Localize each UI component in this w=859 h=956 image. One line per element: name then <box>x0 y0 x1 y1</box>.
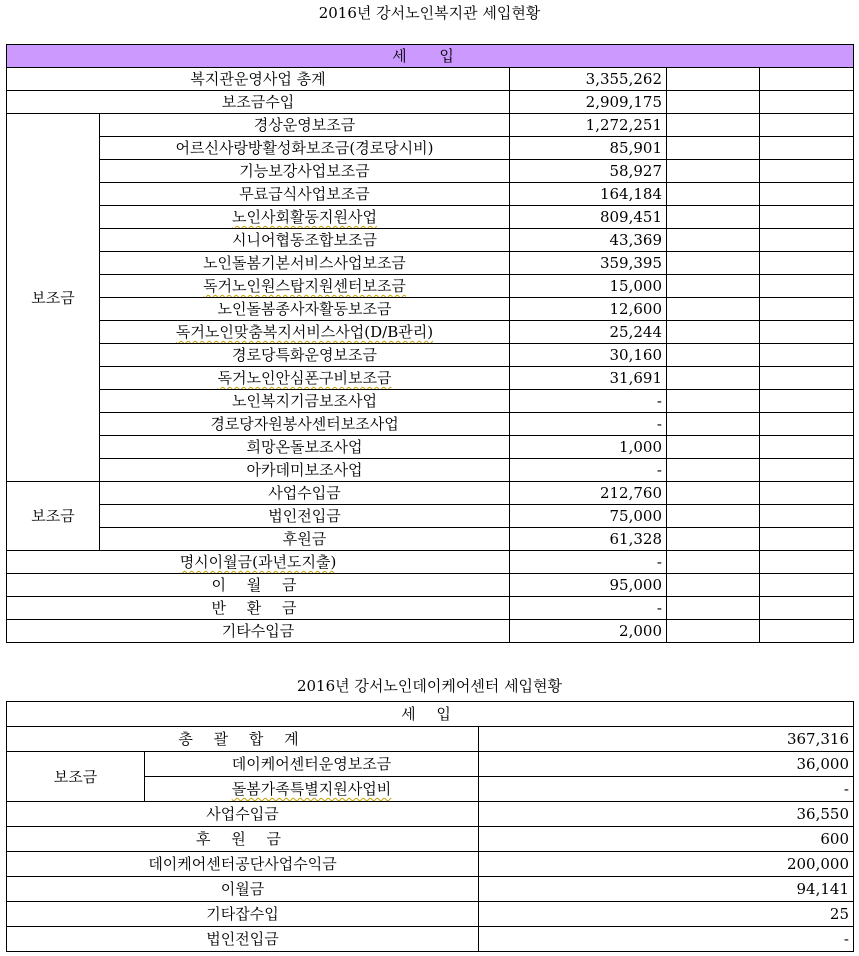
row-label: 어르신사랑방활성화보조금(경로당시비) <box>100 137 510 160</box>
row-value: - <box>510 597 667 620</box>
row-label: 복지관운영사업 총계 <box>7 68 510 91</box>
row-label: 노인복지기금보조사업 <box>100 390 510 413</box>
row-value: 367,316 <box>479 727 854 752</box>
row-label: 기타수입금 <box>7 620 510 643</box>
table-row <box>7 802 854 827</box>
row-value: - <box>510 459 667 482</box>
table-header: 세 입 <box>7 45 854 68</box>
table-row <box>7 877 854 902</box>
row-label: 희망온돌보조사업 <box>100 436 510 459</box>
row-value: - <box>510 551 667 574</box>
table-row <box>7 275 854 298</box>
revenue-table-daycare-center <box>6 701 854 952</box>
row-value: - <box>510 390 667 413</box>
table-row <box>7 727 854 752</box>
row-value: 58,927 <box>510 160 667 183</box>
row-value: 212,760 <box>510 482 667 505</box>
table-row <box>7 252 854 275</box>
row-value: 36,000 <box>479 752 854 777</box>
row-label: 이 월 금 <box>7 574 510 597</box>
row-value: 43,369 <box>510 229 667 252</box>
row-label: 시니어협동조합보조금 <box>100 229 510 252</box>
row-label: 데이케어센터운영보조금 <box>145 752 479 777</box>
row-value: 94,141 <box>479 877 854 902</box>
row-value: 2,909,175 <box>510 91 667 114</box>
table-header: 세 입 <box>7 702 854 727</box>
table-row <box>7 436 854 459</box>
row-label <box>145 777 479 802</box>
row-value: 3,355,262 <box>510 68 667 91</box>
group-label: 보조금 <box>7 752 145 802</box>
row-value: - <box>510 413 667 436</box>
table-row <box>7 902 854 927</box>
group-label: 보조금 <box>7 114 100 482</box>
table-row <box>7 852 854 877</box>
row-value: 12,600 <box>510 298 667 321</box>
table-row <box>7 68 854 91</box>
table-row <box>7 752 854 777</box>
table-header-row <box>7 702 854 727</box>
row-value: 600 <box>479 827 854 852</box>
row-label <box>7 551 510 574</box>
row-label <box>100 206 510 229</box>
row-label: 보조금수입 <box>7 91 510 114</box>
row-value: 359,395 <box>510 252 667 275</box>
table-row <box>7 459 854 482</box>
row-label: 경로당자원봉사센터보조사업 <box>100 413 510 436</box>
table-row <box>7 183 854 206</box>
row-label <box>100 367 510 390</box>
table-row <box>7 91 854 114</box>
row-label: 기타잡수입 <box>7 902 479 927</box>
row-label-text: 명시이월금(과년도지출) <box>179 553 337 571</box>
table-row <box>7 114 854 137</box>
table-row <box>7 206 854 229</box>
revenue-table-welfare-center <box>6 44 854 643</box>
row-label-text: 독거노인맞춤복지서비스사업(D/B관리) <box>175 323 434 341</box>
row-label-text: 독거노인원스탑지원센터보조금 <box>203 277 406 295</box>
row-label: 경상운영보조금 <box>100 114 510 137</box>
row-value: 31,691 <box>510 367 667 390</box>
row-label: 기능보강사업보조금 <box>100 160 510 183</box>
row-label: 무료급식사업보조금 <box>100 183 510 206</box>
row-value: 200,000 <box>479 852 854 877</box>
table-row <box>7 505 854 528</box>
row-label: 후 원 금 <box>7 827 479 852</box>
row-value: 1,000 <box>510 436 667 459</box>
row-label: 사업수입금 <box>7 802 479 827</box>
table-row <box>7 160 854 183</box>
row-value: 2,000 <box>510 620 667 643</box>
row-label: 노인돌봄종사자활동보조금 <box>100 298 510 321</box>
table1-title: 2016년 강서노인복지관 세입현황 <box>318 4 541 22</box>
row-value: 1,272,251 <box>510 114 667 137</box>
table-row <box>7 528 854 551</box>
row-value: 75,000 <box>510 505 667 528</box>
row-label-text: 노인사회활동지원사업 <box>232 208 377 226</box>
row-value: - <box>479 777 854 802</box>
table-row <box>7 298 854 321</box>
table-row <box>7 413 854 436</box>
row-value: 36,550 <box>479 802 854 827</box>
table2-title: 2016년 강서노인데이케어센터 세입현황 <box>296 677 563 695</box>
row-value: 25 <box>479 902 854 927</box>
row-value: 61,328 <box>510 528 667 551</box>
row-value: 30,160 <box>510 344 667 367</box>
row-label: 사업수입금 <box>100 482 510 505</box>
table-row <box>7 927 854 952</box>
row-label: 반 환 금 <box>7 597 510 620</box>
table-row <box>7 321 854 344</box>
row-label: 총 괄 합 계 <box>7 727 479 752</box>
row-label: 법인전입금 <box>100 505 510 528</box>
table-row <box>7 482 854 505</box>
group-label: 보조금 <box>7 482 100 551</box>
row-label: 데이케어센터공단사업수익금 <box>7 852 479 877</box>
table-row <box>7 390 854 413</box>
table-row <box>7 574 854 597</box>
table-row <box>7 229 854 252</box>
table-row <box>7 137 854 160</box>
row-value: 85,901 <box>510 137 667 160</box>
row-value: - <box>479 927 854 952</box>
row-value: 25,244 <box>510 321 667 344</box>
row-label: 노인돌봄기본서비스사업보조금 <box>100 252 510 275</box>
row-label <box>100 275 510 298</box>
table-row <box>7 597 854 620</box>
row-label-text: 독거노인안심폰구비보조금 <box>217 369 392 387</box>
table-row <box>7 551 854 574</box>
row-label: 이월금 <box>7 877 479 902</box>
row-label: 후원금 <box>100 528 510 551</box>
row-label: 아카데미보조사업 <box>100 459 510 482</box>
table-row <box>7 827 854 852</box>
table-row <box>7 344 854 367</box>
table-row <box>7 367 854 390</box>
row-label-text: 돌봄가족특별지원사업비 <box>231 780 392 798</box>
row-label <box>100 321 510 344</box>
row-label: 법인전입금 <box>7 927 479 952</box>
table-header-row <box>7 45 854 68</box>
row-value: 164,184 <box>510 183 667 206</box>
row-value: 95,000 <box>510 574 667 597</box>
row-value: 15,000 <box>510 275 667 298</box>
table-row <box>7 620 854 643</box>
row-value: 809,451 <box>510 206 667 229</box>
row-label: 경로당특화운영보조금 <box>100 344 510 367</box>
